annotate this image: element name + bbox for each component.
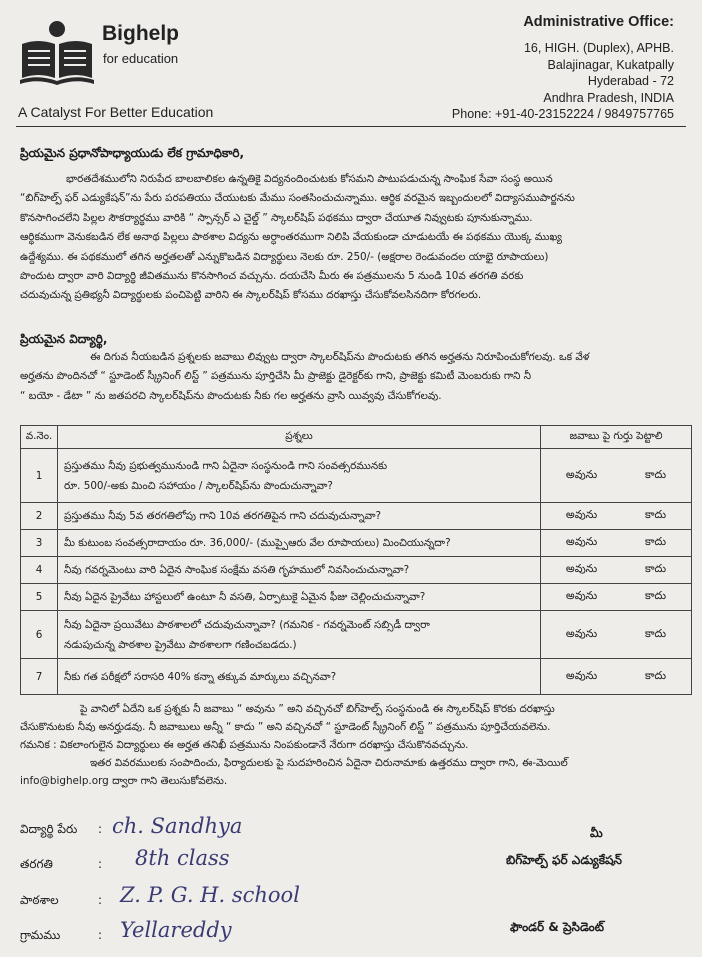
row-number: 1: [21, 449, 58, 503]
question-line: మీ కుటుంబ సంవత్సరాదాయం రూ. 36,000/- (ముప్పైఆరు వేల రూపాయలు) మించియున్నదా?: [64, 537, 451, 549]
question-text: [58, 659, 541, 695]
signature-salutation: మీ: [590, 826, 603, 840]
field-colon: :: [98, 928, 103, 942]
question-line: నడుపుచున్న పాఠశాల ప్రైవేటు పాఠశాలగా గణించబడదు.): [64, 638, 297, 651]
table-row: [21, 530, 692, 557]
no-option[interactable]: కాదు: [644, 535, 667, 548]
paragraph-line: భారతదేశములోని నిరుపేద బాలబాలికల ఉన్నతికై విద్యనందించుటకు కోసమని పాటుపడుచున్న సాంఘిక సేవా సంస్థ అయిన: [66, 173, 553, 185]
answer-cell[interactable]: [541, 449, 692, 503]
row-number: 5: [21, 584, 58, 611]
salutation-student: ప్రియమైన విద్యార్థి,: [20, 332, 108, 346]
row-number: 2: [21, 503, 58, 530]
student-paragraph: [20, 348, 682, 406]
brand-name: Bighelp: [102, 22, 179, 45]
no-option[interactable]: కాదు: [644, 626, 667, 640]
tagline: A Catalyst For Better Education: [18, 104, 214, 120]
table-row: [21, 503, 692, 530]
answer-cell[interactable]: [541, 557, 692, 584]
paragraph-line: చదువుచున్న ప్రతిభ్యనీ విద్యార్థులకు పంచిపెట్టి వారిని ఈ స్కాలర్‌షిప్ కోసము దరఖాస్తు చేసుకోవలసినదిగా కోరగలరు.: [20, 289, 482, 302]
yes-option[interactable]: అవును: [565, 508, 598, 521]
field-colon: :: [98, 822, 103, 836]
table-row: [21, 557, 692, 584]
bighelp-logo-icon: [18, 18, 96, 88]
header-divider: [16, 126, 686, 127]
phone-line: Phone: +91-40-23152224 / 9849757765: [451, 107, 674, 121]
instructions-footer: [20, 700, 682, 790]
field-label: విద్యార్థి పేరు: [20, 822, 78, 836]
answer-cell[interactable]: [541, 503, 692, 530]
question-text: [58, 611, 541, 659]
row-number: 3: [21, 530, 58, 557]
yes-option[interactable]: అవును: [565, 535, 598, 548]
answer-cell[interactable]: [541, 584, 692, 611]
yes-option[interactable]: అవును: [565, 589, 598, 602]
intro-paragraph: [20, 170, 682, 306]
column-header-number: వ.నెం.: [21, 426, 58, 449]
table-row: [21, 449, 692, 503]
footer-line: పై వానిలో ఏదేని ఒక ప్రశ్నకు నీ జవాబు “ అవును ” అని వచ్చినచో బిగ్‌హెల్ప్ సంస్థనుండి ఈ స్కాలర్‌షిప్ కొరకు దరఖాస్తు: [80, 703, 555, 715]
eligibility-table: [20, 425, 692, 695]
letterhead: [0, 0, 702, 132]
question-text: [58, 584, 541, 611]
yes-option[interactable]: అవును: [565, 626, 598, 640]
answer-cell[interactable]: [541, 611, 692, 659]
question-text: [58, 449, 541, 503]
no-option[interactable]: కాదు: [644, 562, 667, 575]
row-number: 4: [21, 557, 58, 584]
paragraph-line: ఆర్థికముగా వెనుకబడిన లేక అనాథ పిల్లలు పాఠశాల విద్యను అర్ధాంతరముగా నిలిపి వేయకుండా చూడుటయే ఈ పథకము యొక్క ముఖ్య: [20, 231, 562, 244]
address-line: Balajinagar, Kukatpally: [547, 57, 674, 72]
no-option[interactable]: కాదు: [644, 589, 667, 602]
row-number: 7: [21, 659, 58, 695]
question-line: నీవు గవర్నమెంటు వారి ఏదైన సాంఘిక సంక్షేమ వసతి గృహములో నివసించుచున్నావా?: [64, 564, 410, 576]
column-header-question: ప్రశ్నలు: [58, 426, 541, 449]
student-name-value[interactable]: ch. Sandhya: [112, 814, 243, 838]
class-value[interactable]: 8th class: [135, 846, 230, 870]
table-row: [21, 611, 692, 659]
footer-line: ఇతర వివరములకు సంపాదించు, ఫిర్యాదులకు పై సుదహరించిన ఏదైనా చిరునామాకు ఉత్తరము ద్వారా గాని, ఈ-మెయిల్: [90, 757, 568, 769]
paragraph-line: కొనసాగించలేని పిల్లల సౌకర్యార్థము వారికి “ స్పాన్సర్ ఎ చైల్డ్ ” స్కాలర్‌షిప్ పథకము ద్వారా చేయూత నివ్వుటకు పూనుకున్నాము.: [20, 211, 533, 224]
field-label: గ్రామము: [20, 928, 61, 942]
table-row: [21, 584, 692, 611]
question-line: నీకు గత పరీక్షలో సరాసరి 40% కన్నా తక్కువ మార్కులు వచ్చినవా?: [64, 670, 337, 683]
address-line: Andhra Pradesh, INDIA: [543, 90, 674, 105]
paragraph-line: ఉద్దేశ్యము. ఈ పథకములో తగిన అర్హతలతో ఎన్నుకొబడిన విద్యార్థులు నెలకు రూ. 250/- (అక్షరాల రెండువందల యాభై రూపాయలు): [20, 250, 549, 263]
yes-option[interactable]: అవును: [565, 668, 598, 682]
address-line: 16, HIGH. (Duplex), APHB.: [523, 41, 674, 55]
footer-note: గమనిక : వికలాంగులైన విద్యార్థులు ఈ అర్హత తనిఖీ పత్రమును నింపకుండానే నేరుగా దరఖాస్తు చేసుకొనవచ్చును.: [20, 739, 469, 751]
question-line: నీవు ఏదైన ప్రైవేటు హాస్టలులో ఉంటూ నీ వసతి, ఏర్పాటుకై ఏమైన ఫీజు చెల్లించుచున్నావా?: [64, 591, 426, 603]
signature-title: ఫౌండర్ & ప్రెసిడెంట్: [510, 920, 604, 934]
field-colon: :: [98, 857, 103, 871]
school-value[interactable]: Z. P. G. H. school: [120, 883, 300, 907]
signature-organisation: బిగ్‌హెల్ప్ ఫర్ ఎడ్యుకేషన్: [506, 853, 622, 867]
question-text: [58, 503, 541, 530]
question-text: [58, 557, 541, 584]
yes-option[interactable]: అవును: [565, 562, 598, 575]
paragraph-line: పొందుట ద్వారా వారి విద్యార్థి జీవితమును కొనసాగించ వచ్చును. దయచేసి మీరు ఈ పత్రములను 5 నుండి 10వ తరగతి వరకు: [20, 270, 524, 283]
question-line: నీవు ఏదైనా ప్రయివేటు పాఠశాలలో చదువుచున్నావా? (గమనిక - గవర్నమెంట్ సబ్సిడీ ద్వారా: [64, 618, 430, 631]
table-header-row: [21, 426, 692, 449]
office-title: Administrative Office:: [523, 14, 674, 30]
footer-contact: info@bighelp.org ద్వారా గాని తెలుసుకోవలెను.: [20, 775, 228, 787]
paragraph-line: “ బయో - డేటా ” ను జతపరచి స్కాలర్‌షిప్‌ను పొందుటకు నీకు గల అర్హతను వ్రాసి యివ్వవు చేసుకోగలవు.: [20, 389, 442, 402]
question-line: రూ. 500/-అకు మించి సహాయం / స్కాలర్‌షిప్‌ను పొందుచున్నావా?: [64, 479, 333, 492]
table-row: [21, 659, 692, 695]
salutation-headmaster: ప్రియమైన ప్రధానోపాధ్యాయుడు లేక గ్రామాధికారి,: [20, 146, 245, 160]
yes-option[interactable]: అవును: [565, 467, 598, 481]
brand-subtitle: for education: [103, 51, 179, 66]
question-text: [58, 530, 541, 557]
field-label: తరగతి: [20, 857, 53, 871]
answer-cell[interactable]: [541, 530, 692, 557]
no-option[interactable]: కాదు: [644, 467, 667, 481]
no-option[interactable]: కాదు: [644, 668, 667, 682]
office-address: [452, 14, 674, 123]
paragraph-line: “బిగ్‌హెల్ప్ ఫర్ ఎడ్యుకేషన్”ను పేరు పరపతియు చేయుటకు మేము సంతసించుచున్నాము. ఆర్థిక వరమైన ఇబ్బందులలో విద్యాసముపార్జనను: [20, 192, 575, 205]
village-value[interactable]: Yellareddy: [120, 918, 232, 942]
footer-line: చేసుకొనుటకు నీవు అనర్హుడవు. నీ జవాబులు అన్నీ “ కాదు ” అని వచ్చినచో “ స్టూడెంట్ స్క్రీనింగ్ లిస్ట్ ” పత్రమును పూర్తిచేయవలెను.: [20, 721, 551, 733]
question-line: ప్రస్తుతము నీవు ప్రభుత్వమునుండి గాని ఏదైనా సంస్థనుండి గాని సంవత్సరమునకు: [64, 459, 388, 472]
paragraph-line: అర్హతను పొందినచో “ స్టూడెంట్ స్క్రీనింగ్ లిస్ట్ ” పత్రమును పూర్తిచేసి మీ ప్రాజెక్టు డైరెక్టర్‌కు గాని, ప్రాజెక్టు కమిటీ మెంబరుకు గాని నీ: [20, 370, 532, 383]
column-header-answer: జవాబు పై గుర్తు పెట్టాలి: [541, 426, 692, 449]
paragraph-line: ఈ దిగువ నీయబడిన ప్రశ్నలకు జవాబు లివ్వుట ద్వారా స్కాలర్‌షిప్‌ను పొందుటకు తగిన అర్హతను నిరూపించుకోగలవు. ఒక వేళ: [90, 351, 590, 363]
answer-cell[interactable]: [541, 659, 692, 695]
no-option[interactable]: కాదు: [644, 508, 667, 521]
question-line: ప్రస్తుతము నీవు 5వ తరగతిలోపు గాని 10వ తరగతిపైన గాని చదువుచున్నావా?: [64, 510, 382, 522]
row-number: 6: [21, 611, 58, 659]
field-colon: :: [98, 893, 103, 907]
field-label: పాఠశాల: [20, 893, 59, 907]
address-line: Hyderabad - 72: [587, 74, 674, 88]
